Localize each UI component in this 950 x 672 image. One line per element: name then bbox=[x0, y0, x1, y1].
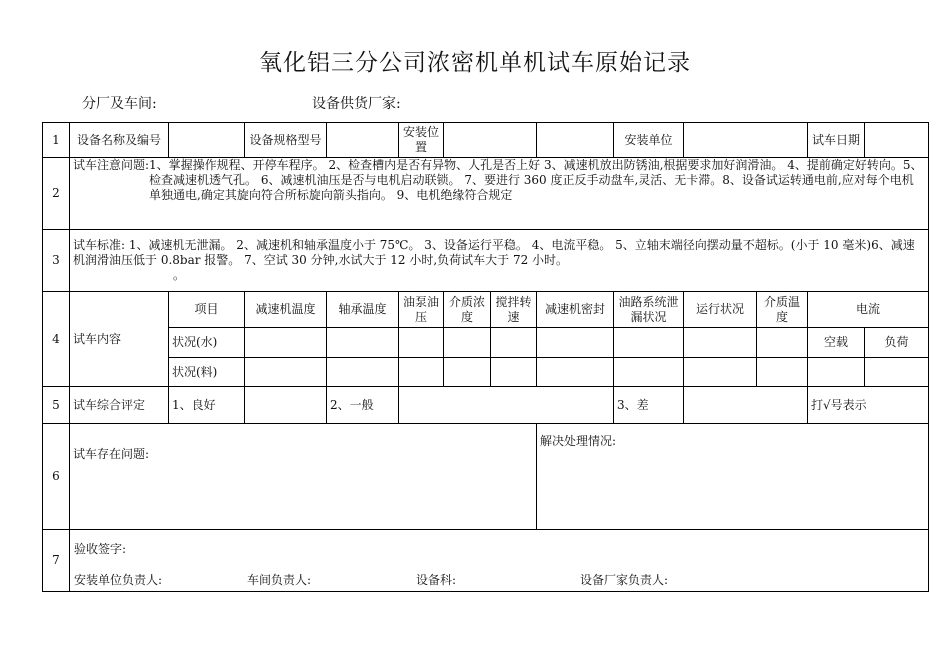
equipment-supplier-label: 设备供货厂家: bbox=[312, 96, 401, 112]
row-equipment-info bbox=[43, 123, 929, 158]
install-unit-label: 安装单位 bbox=[614, 123, 684, 158]
row-number: 2 bbox=[43, 158, 70, 230]
install-position-field[interactable] bbox=[444, 123, 537, 158]
row-water-test bbox=[43, 328, 929, 358]
water-bearing-temp-field[interactable] bbox=[327, 328, 399, 358]
acceptance-cell bbox=[70, 530, 929, 592]
water-medium-density-field[interactable] bbox=[444, 328, 491, 358]
row-number: 7 bbox=[43, 530, 70, 592]
row-test-content-header bbox=[43, 292, 929, 328]
material-idle-current-field[interactable] bbox=[808, 358, 865, 387]
form-title: 氧化铝三分公司浓密机单机试车原始记录 bbox=[259, 50, 691, 76]
trial-date-field[interactable] bbox=[865, 123, 929, 158]
install-unit-field[interactable] bbox=[684, 123, 808, 158]
header-medium-density: 介质浓度 bbox=[444, 292, 491, 328]
installer-signature-label: 安装单位负责人: bbox=[74, 573, 163, 587]
material-stir-speed-field[interactable] bbox=[491, 358, 537, 387]
header-stir-speed: 搅拌转速 bbox=[491, 292, 537, 328]
install-position-field-extra[interactable] bbox=[537, 123, 614, 158]
equipment-spec-field[interactable] bbox=[327, 123, 399, 158]
solutions-label: 解决处理情况: bbox=[540, 434, 617, 448]
material-reducer-seal-field[interactable] bbox=[537, 358, 614, 387]
problems-label: 试车存在问题: bbox=[73, 447, 150, 461]
row-standards bbox=[43, 230, 929, 292]
precautions-cell bbox=[70, 158, 929, 230]
header-item: 项目 bbox=[169, 292, 245, 328]
header-run-state: 运行状况 bbox=[684, 292, 757, 328]
material-medium-temp-field[interactable] bbox=[757, 358, 808, 387]
material-reducer-temp-field[interactable] bbox=[245, 358, 327, 387]
row-issues bbox=[43, 424, 929, 530]
row-number: 5 bbox=[43, 387, 70, 424]
material-load-current-field[interactable] bbox=[865, 358, 929, 387]
evaluation-good-label: 1、良好 bbox=[169, 387, 245, 424]
precautions-label: 试车注意问题: bbox=[73, 158, 150, 172]
water-pump-pressure-field[interactable] bbox=[399, 328, 444, 358]
evaluation-label: 试车综合评定 bbox=[70, 387, 169, 424]
test-content-label: 试车内容 bbox=[70, 292, 169, 387]
trial-run-record-table bbox=[42, 122, 929, 592]
vendor-signature-label: 设备厂家负责人: bbox=[580, 573, 669, 587]
idle-current-label: 空载 bbox=[808, 328, 865, 358]
header-reducer-temp: 减速机温度 bbox=[245, 292, 327, 328]
evaluation-good-checkbox[interactable] bbox=[245, 387, 327, 424]
evaluation-note: 打√号表示 bbox=[808, 387, 929, 424]
solutions-field[interactable] bbox=[537, 424, 929, 530]
header-current: 电流 bbox=[808, 292, 929, 328]
header-reducer-seal: 减速机密封 bbox=[537, 292, 614, 328]
evaluation-fair-checkbox[interactable] bbox=[399, 387, 614, 424]
evaluation-poor-checkbox[interactable] bbox=[684, 387, 808, 424]
water-reducer-seal-field[interactable] bbox=[537, 328, 614, 358]
row-material-test bbox=[43, 358, 929, 387]
header-bearing-temp: 轴承温度 bbox=[327, 292, 399, 328]
load-current-label: 负荷 bbox=[865, 328, 929, 358]
water-oil-leak-field[interactable] bbox=[614, 328, 684, 358]
row-number: 1 bbox=[43, 123, 70, 158]
equipment-dept-signature-label: 设备科: bbox=[416, 573, 457, 587]
equipment-spec-label: 设备规格型号 bbox=[245, 123, 327, 158]
trial-date-label: 试车日期 bbox=[808, 123, 865, 158]
material-test-label: 状况(料) bbox=[169, 358, 245, 387]
branch-workshop-label: 分厂及车间: bbox=[82, 96, 157, 112]
row-acceptance bbox=[43, 530, 929, 592]
workshop-signature-label: 车间负责人: bbox=[247, 573, 312, 587]
row-number: 4 bbox=[43, 292, 70, 387]
water-test-label: 状况(水) bbox=[169, 328, 245, 358]
water-run-state-field[interactable] bbox=[684, 328, 757, 358]
row-precautions bbox=[43, 158, 929, 230]
water-reducer-temp-field[interactable] bbox=[245, 328, 327, 358]
header-pump-pressure: 油泵油压 bbox=[399, 292, 444, 328]
row-number: 6 bbox=[43, 424, 70, 530]
material-bearing-temp-field[interactable] bbox=[327, 358, 399, 387]
material-run-state-field[interactable] bbox=[684, 358, 757, 387]
standards-tail: 。 bbox=[173, 268, 186, 282]
acceptance-sign-label: 验收签字: bbox=[74, 542, 127, 556]
precautions-text: 1、掌握操作规程、开停车程序。 2、检查槽内是否有异物、人孔是否上好 3、减速机放出防锈油,根据要求加好润滑油。 4、提前确定好转向。5、检查减速机透气孔。 6、减速机油压是否与电机启动联锁。 7、要进行 360 度正反手动盘车,灵活、无卡滞。8、设备试运转通电前,应对每个电机单独通电,确定其旋向符合所标旋向箭头指向。 9、电机绝缘符合规定 bbox=[149, 158, 923, 202]
header-oil-leak: 油路系统泄漏状况 bbox=[614, 292, 684, 328]
material-medium-density-field[interactable] bbox=[444, 358, 491, 387]
evaluation-fair-label: 2、一般 bbox=[327, 387, 399, 424]
standards-text: 试车标准: 1、减速机无泄漏。 2、减速机和轴承温度小于 75℃。 3、设备运行平稳。 4、电流平稳。 5、立轴末端径向摆动量不超标。(小于 10 毫米)6、减速机润滑油压低于 0.8bar 报警。 7、空试 30 分钟,水试大于 12 小时,负荷试车大于 72 小时。 bbox=[73, 238, 915, 267]
equipment-name-field[interactable] bbox=[169, 123, 245, 158]
row-evaluation bbox=[43, 387, 929, 424]
material-pump-pressure-field[interactable] bbox=[399, 358, 444, 387]
evaluation-poor-label: 3、差 bbox=[614, 387, 684, 424]
standards-cell bbox=[70, 230, 929, 292]
water-stir-speed-field[interactable] bbox=[491, 328, 537, 358]
material-oil-leak-field[interactable] bbox=[614, 358, 684, 387]
header-medium-temp: 介质温度 bbox=[757, 292, 808, 328]
equipment-name-label: 设备名称及编号 bbox=[70, 123, 169, 158]
water-medium-temp-field[interactable] bbox=[757, 328, 808, 358]
install-position-label: 安装位置 bbox=[399, 123, 444, 158]
problems-field[interactable] bbox=[70, 424, 537, 530]
row-number: 3 bbox=[43, 230, 70, 292]
